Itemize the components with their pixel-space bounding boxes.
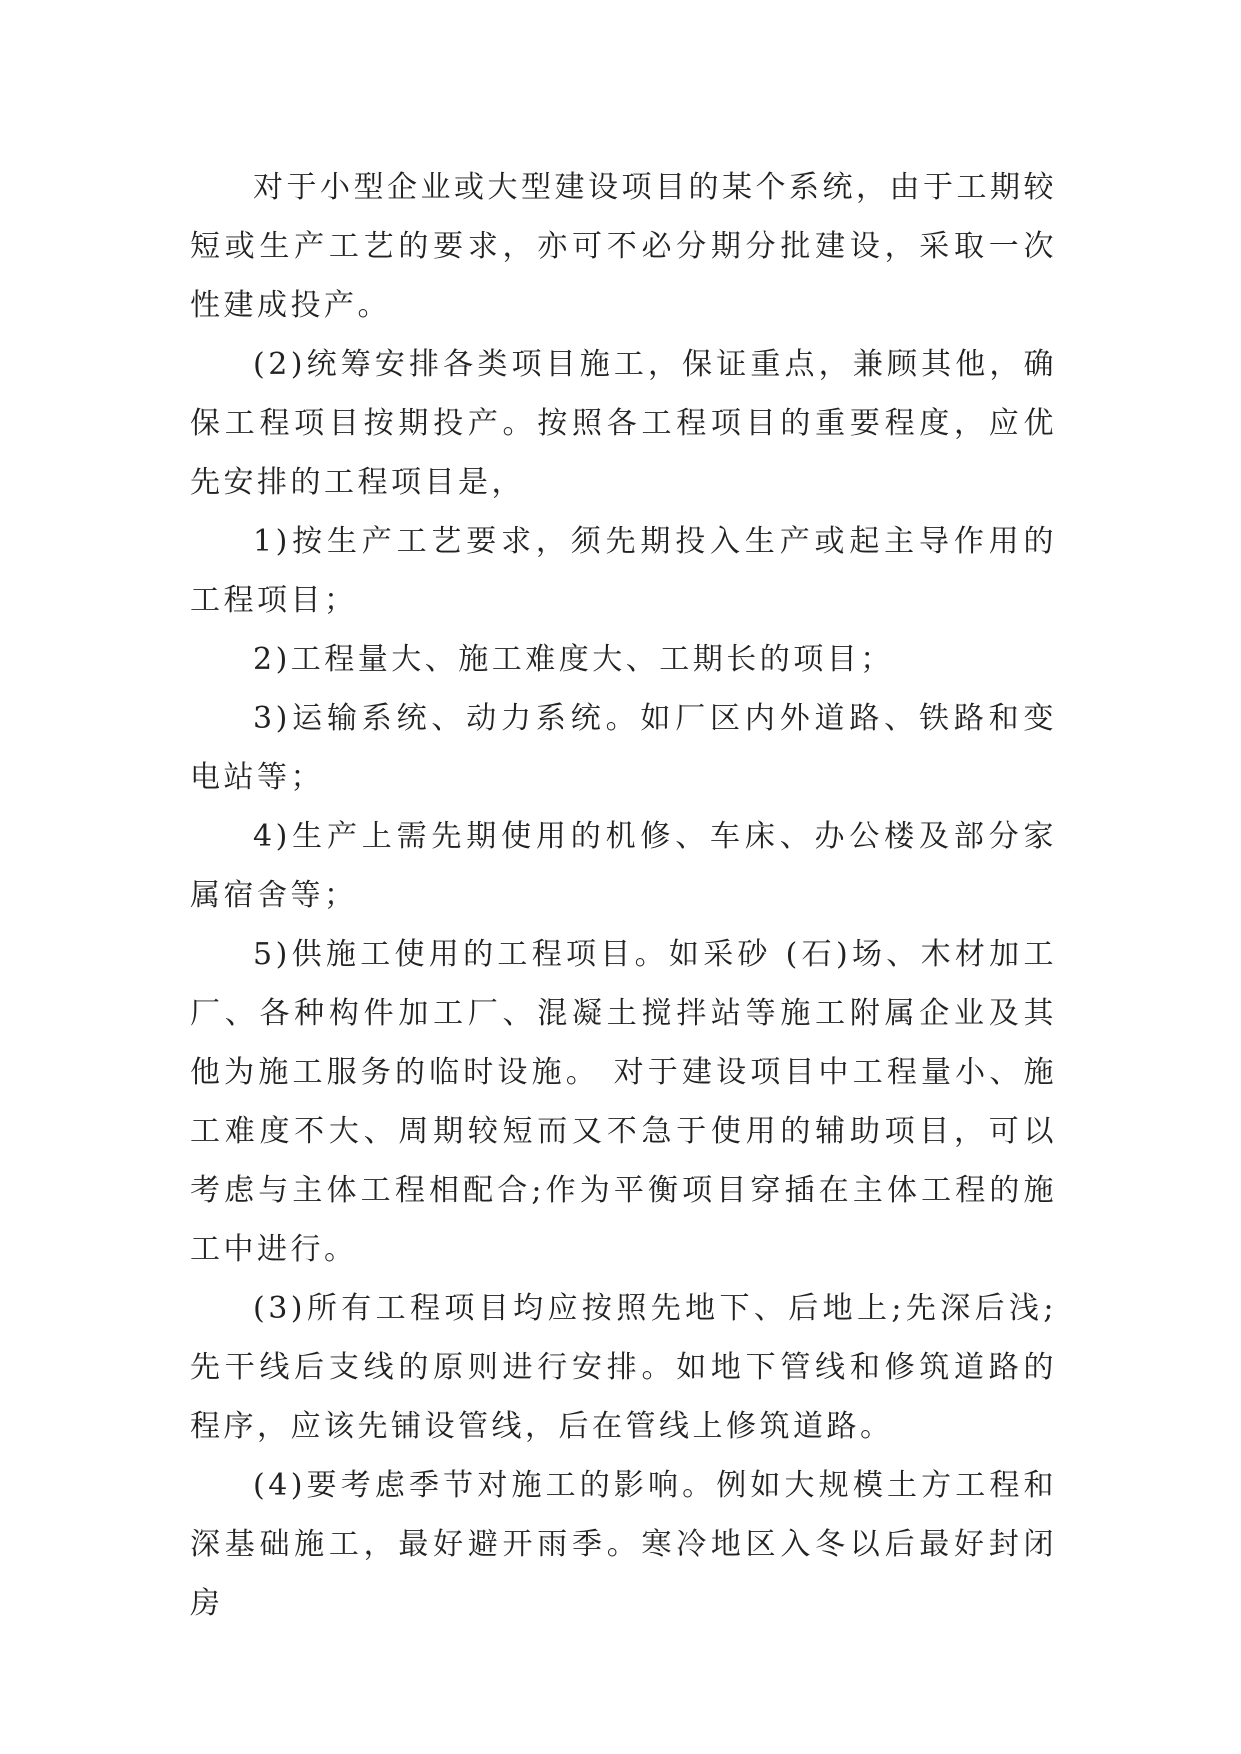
paragraph-subitem-5: 5)供施工使用的工程项目。如采砂 (石)场、木材加工厂、各种构件加工厂、混凝土搅拌站等施工附属企业及其他为施工服务的临时设施。 对于建设项目中工程量小、施工难度不大、周期较短而又不急于使用的辅助项目，可以考虑与主体工程相配合;作为平衡项目穿插在主体工程的施工中进行。: [190, 937, 1057, 1267]
paragraph-item-3: (3)所有工程项目均应按照先地下、后地上;先深后浅;先干线后支线的原则进行安排。如地下管线和修筑道路的程序，应该先铺设管线，后在管线上修筑道路。: [190, 1291, 1057, 1444]
paragraph-subitem-2: 2)工程量大、施工难度大、工期长的项目；: [253, 642, 894, 677]
document-body: [190, 158, 1057, 1633]
paragraph-item-2: (2)统筹安排各类项目施工，保证重点，兼顾其他，确保工程项目按期投产。按照各工程项目的重要程度，应优先安排的工程项目是，: [190, 347, 1057, 500]
paragraph-subitem-4: 4)生产上需先期使用的机修、车床、办公楼及部分家属宿舍等；: [190, 819, 1057, 913]
paragraph-item-4: (4)要考虑季节对施工的影响。例如大规模土方工程和深基础施工，最好避开雨季。寒冷地区入冬以后最好封闭房: [190, 1468, 1057, 1621]
paragraph-intro: 对于小型企业或大型建设项目的某个系统，由于工期较短或生产工艺的要求，亦可不必分期分批建设，采取一次性建成投产。: [190, 170, 1057, 323]
paragraph-subitem-1: 1)按生产工艺要求，须先期投入生产或起主导作用的工程项目；: [190, 524, 1057, 618]
paragraph-subitem-3: 3)运输系统、动力系统。如厂区内外道路、铁路和变电站等；: [190, 701, 1057, 795]
